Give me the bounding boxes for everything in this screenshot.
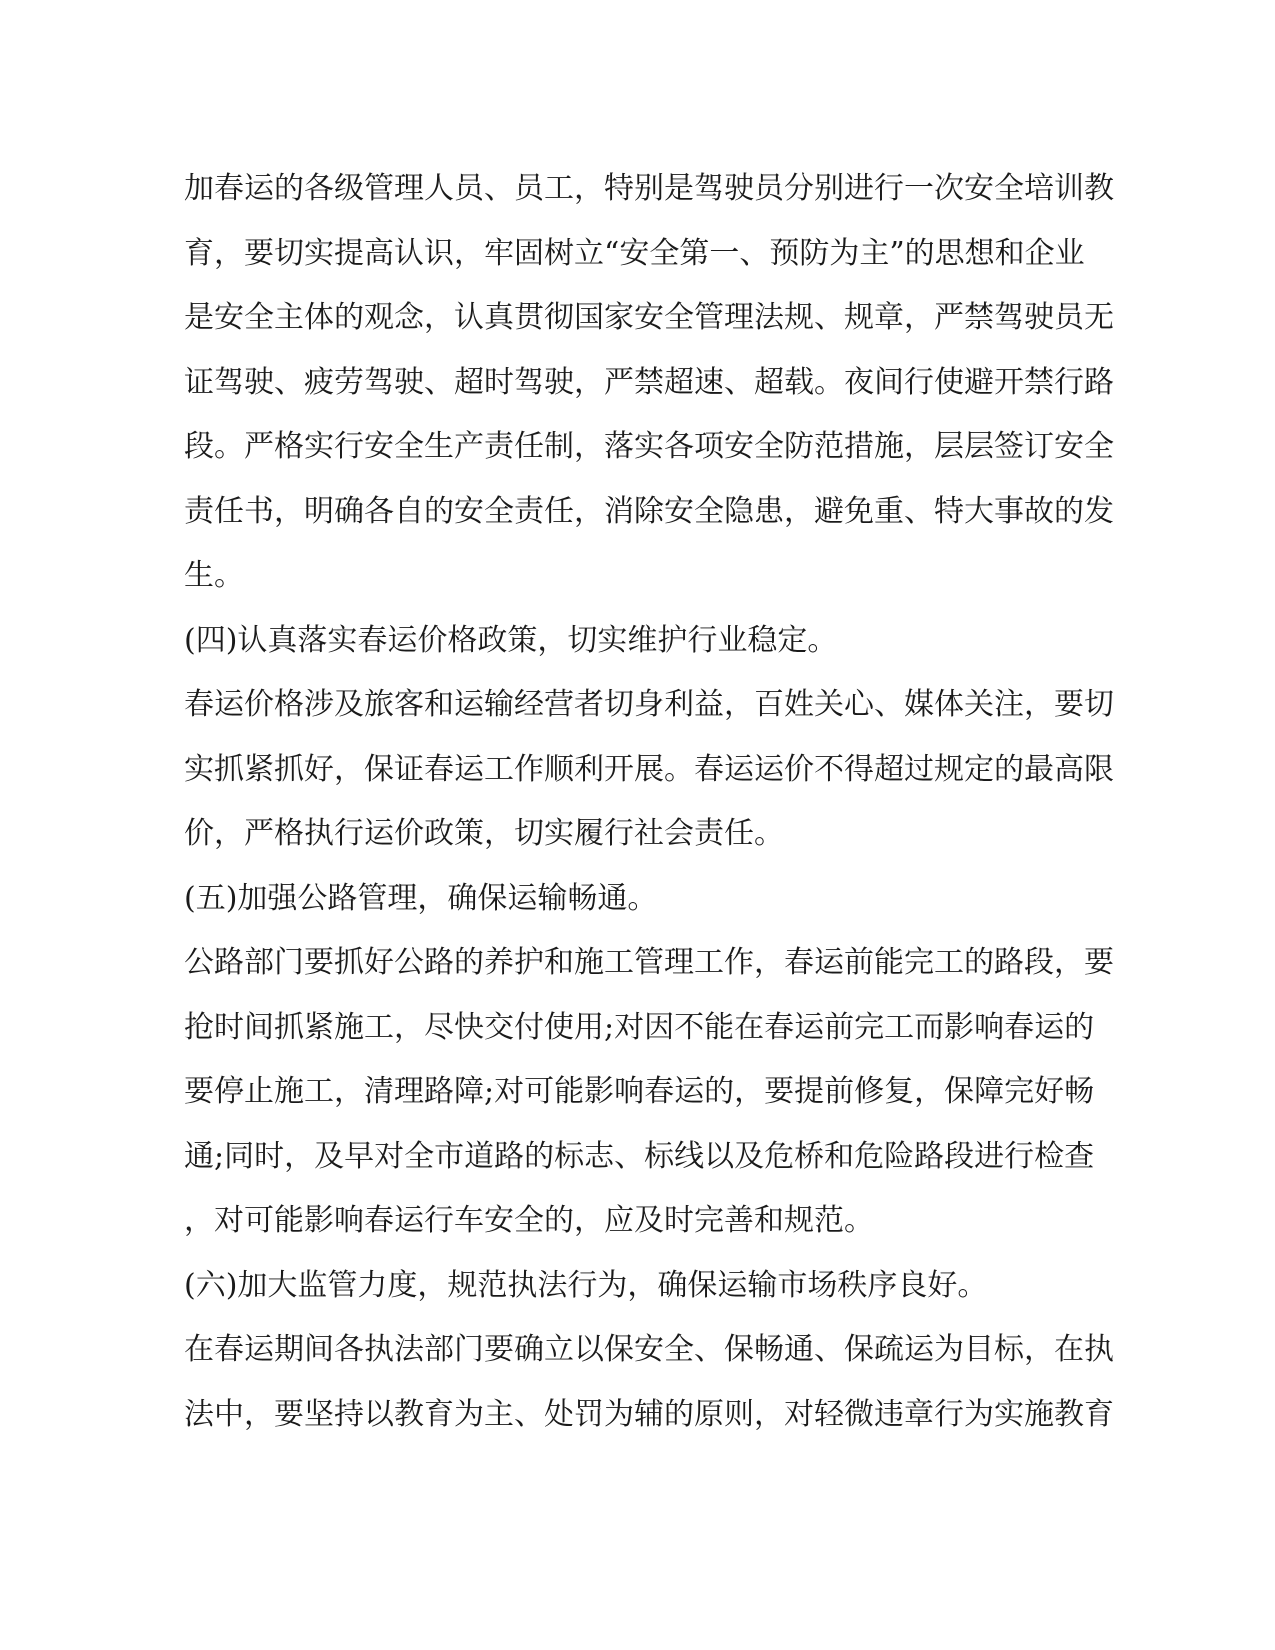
text-line: 要停止施工，清理路障;对可能影响春运的，要提前修复，保障完好畅 [184,1074,1095,1109]
text-line: 实抓紧抓好，保证春运工作顺利开展。春运运价不得超过规定的最高限 [184,751,1114,787]
text-line: 育，要切实提高认识，牢固树立“安全第一、预防为主”的思想和企业 [184,235,1085,271]
text-line: 抢时间抓紧施工，尽快交付使用;对因不能在春运前完工而影响春运的 [184,1009,1095,1045]
text-line: ，对可能影响春运行车安全的，应及时完善和规范。 [184,1203,874,1238]
text-line: 法中，要坚持以教育为主、处罚为辅的原则，对轻微违章行为实施教育 [184,1396,1114,1432]
section-heading: (六)加大监管力度，规范执法行为，确保运输市场秩序良好。 [184,1267,988,1303]
text-line: 责任书，明确各自的安全责任，消除安全隐患，避免重、特大事故的发 [184,493,1114,529]
text-line: 是安全主体的观念，认真贯彻国家安全管理法规、规章，严禁驾驶员无 [184,300,1114,335]
text-line: 段。严格实行安全生产责任制，落实各项安全防范措施，层层签订安全 [184,429,1114,464]
text-line: 在春运期间各执法部门要确立以保安全、保畅通、保疏运为目标，在执 [184,1332,1114,1367]
text-line: 价，严格执行运价政策，切实履行社会责任。 [184,816,784,851]
text-line: 加春运的各级管理人员、员工，特别是驾驶员分别进行一次安全培训教 [184,171,1114,206]
document-body [184,157,1114,1447]
section-heading: (五)加强公路管理，确保运输畅通。 [184,880,658,916]
text-line: 通;同时，及早对全市道路的标志、标线以及危桥和危险路段进行检查 [184,1138,1095,1174]
text-line: 证驾驶、疲劳驾驶、超时驾驶，严禁超速、超载。夜间行使避开禁行路 [184,364,1114,400]
text-line: 生。 [184,558,244,593]
section-heading: (四)认真落实春运价格政策，切实维护行业稳定。 [184,622,838,658]
text-line: 春运价格涉及旅客和运输经营者切身利益，百姓关心、媒体关注，要切 [184,687,1114,722]
text-line: 公路部门要抓好公路的养护和施工管理工作，春运前能完工的路段，要 [184,945,1114,980]
